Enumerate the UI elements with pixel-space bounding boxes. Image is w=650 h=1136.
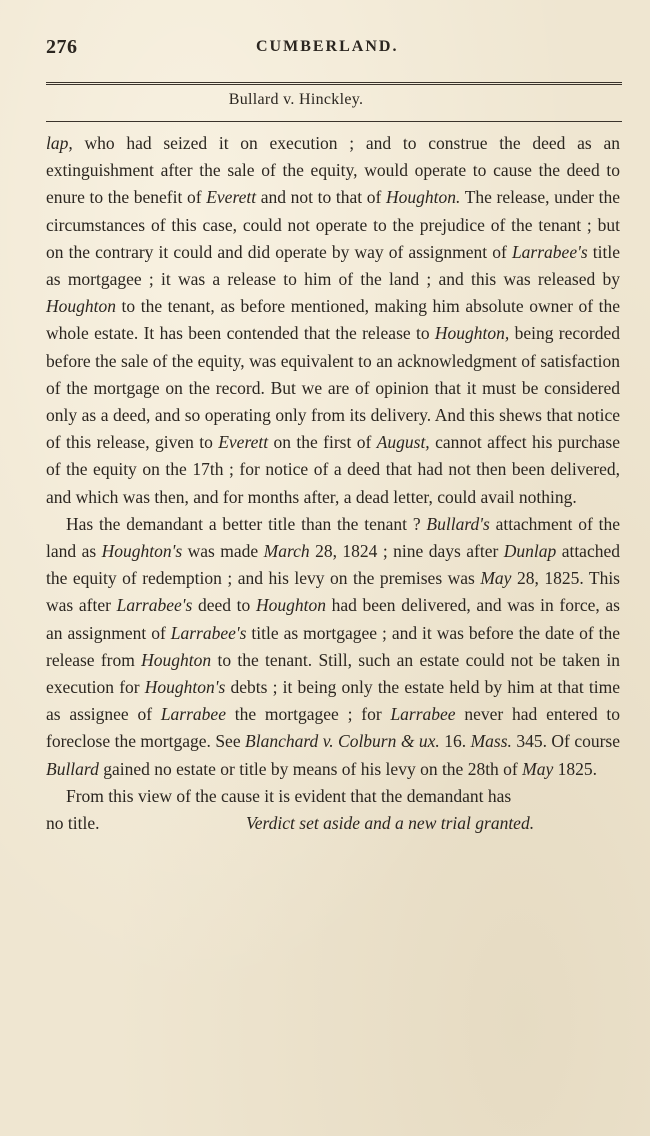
italic-run: May [480,568,512,589]
italic-run: Houghton's [101,541,183,562]
paragraph [46,783,620,810]
italic-run: May [522,758,554,779]
italic-run: Dunlap [503,541,557,562]
text-run: the mortgagee ; for [225,704,391,725]
body-text [46,130,620,837]
italic-run: Larrabee's [511,241,588,262]
italic-run: Houghton [141,649,212,670]
italic-run: Larrabee [390,704,456,725]
text-run: title as mortgagee ; it was a release to him of the land ; and this was released by [46,241,620,290]
text-run: 16. [439,731,471,752]
text-run: 1825. [553,758,597,779]
text-run: debts ; it being only the estate held by him at that time as assignee of [46,677,621,725]
text-run: attachment of the land as [46,513,620,562]
double-rule [46,82,622,85]
italic-run: Houghton. [386,187,461,208]
text-run: deed to [192,595,256,616]
text-run: and not to that of [256,187,387,208]
text-run: gained no estate or title by means of his levy on the 28th of [98,758,523,779]
text-run: to the tenant, as before mentioned, making him absolute owner of the whole estate. It has been contended that the release to [46,296,620,344]
case-title: Bullard v. Hinckley. [228,91,364,108]
text-run: being recorded before the sale of the equity, was equivalent to an acknowledgment of satisfaction of the mortgage on the record. But we are of opinion that it must be considered only as a deed, and so operating only from its delivery. And this shews that notice of this release, given to [46,323,620,453]
italic-run: August, [376,432,430,453]
italic-run: Bullard's [426,513,490,534]
title-rule [46,121,622,122]
text-run: 345. Of course [511,731,621,752]
italic-run: Blanchard v. Colburn & ux. [245,731,440,752]
text-run: who had seized it on execution ; and to construe the deed as an extinguishment after the sale of the equity, would operate to cause the deed to enure to the benefit of [46,133,620,208]
italic-run: Larrabee's [116,595,193,616]
paragraph [46,511,620,783]
text-run: 28, 1825. This was after [46,568,620,616]
page-number: 276 [46,36,78,58]
italic-run: March [263,541,310,562]
italic-run: Houghton's [144,677,226,698]
text-run: From this view of the cause it is evident that the demandant has [66,785,512,806]
italic-run: Houghton [255,595,326,616]
text-run: title as mortgagee ; and it was before the date of the release from [46,622,620,670]
text-run: on the first of [268,432,377,453]
text-run: had been delivered, and was in force, as an assignment of [46,595,620,643]
text-run: was made [182,541,264,562]
verdict-text: Verdict set aside and a new trial granted. [246,813,535,834]
italic-run: Everett [206,187,257,208]
running-title: CUMBERLAND. [256,38,399,55]
italic-run: Larrabee [160,704,226,725]
italic-run: Houghton, [434,323,510,344]
text-run: cannot affect his purchase of the equity on the 17th ; for notice of a deed that had not then been delivered, and which was then, and for months after, a dead letter, could avail nothing. [46,432,620,507]
italic-run: lap, [46,133,73,153]
text-run: The release, under the circumstances of this case, could not operate to the prejudice of the tenant ; but on the contrary it could and did operate by way of assignment of [46,187,621,262]
paragraph [46,130,620,511]
text-run: Has the demandant a better title than the tenant ? [66,513,427,534]
italic-run: Everett [218,432,269,453]
italic-run: Bullard [46,758,99,779]
text-run: 28, 1824 ; nine days after [309,541,504,562]
italic-run: Mass. [470,731,512,752]
text-run: never had entered to foreclose the mortgage. See [46,704,620,752]
running-head [46,36,604,64]
text-run: attached the equity of redemption ; and his levy on the premises was [46,541,620,589]
closing-line [46,810,620,837]
text-run: to the tenant. Still, such an estate could not be taken in execution for [46,649,620,698]
italic-run: Larrabee's [170,622,247,643]
italic-run: Houghton [46,296,116,317]
closing-text: no title. [46,813,100,834]
